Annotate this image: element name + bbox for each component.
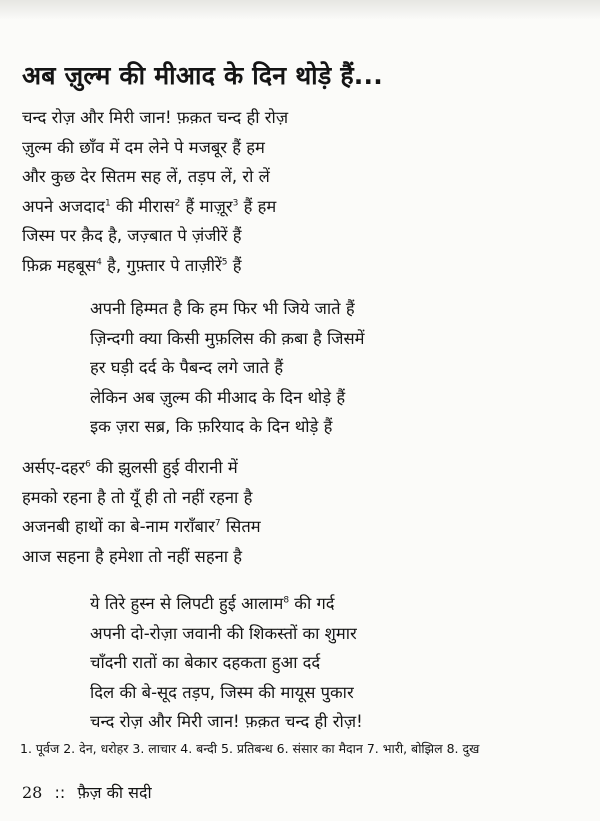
line-text: चाँदनी रातों का बेकार दहकता हुआ दर्द: [90, 653, 321, 672]
stanza-1: [22, 103, 288, 280]
poem-line: [22, 133, 288, 163]
line-text: हैं हम: [238, 196, 277, 216]
line-text: की मीरास: [110, 196, 175, 216]
line-text: है, गुफ़्तार पे ताज़ीरें: [101, 255, 222, 275]
stanza-4: [90, 589, 363, 737]
poem-line: [22, 512, 261, 542]
line-text: की गर्द: [289, 594, 335, 613]
poem-line: [22, 192, 288, 222]
poem-line: [90, 383, 365, 413]
line-text: फ़िक्र महबूस: [22, 255, 97, 275]
line-text: इक ज़रा सब्र, कि फ़रियाद के दिन थोड़े हैं: [90, 417, 333, 436]
stanza-2: [90, 294, 365, 442]
poem-line: [22, 483, 261, 513]
footnote-marker: 4: [96, 257, 102, 267]
line-text: हैं माज़ूर: [180, 196, 233, 216]
line-text: हर घड़ी दर्द के पैबन्द लगे जाते हैं: [90, 358, 284, 377]
footnote-marker: 2: [174, 198, 181, 208]
line-text: ये तिरे हुस्न से लिपटी हुई आलाम: [90, 594, 284, 613]
footnote-marker: 5: [221, 257, 228, 267]
poem-line: [22, 221, 288, 251]
page-footer: [22, 781, 152, 803]
line-text: हमको रहना है तो यूँ ही तो नहीं रहना है: [22, 487, 253, 507]
line-text: ज़िन्दगी क्या किसी मुफ़लिस की क़बा है जिसमें: [90, 328, 365, 348]
book-title: फ़ैज़ की सदी: [77, 783, 152, 802]
footnote-marker: 8: [283, 595, 290, 606]
line-text: लेकिन अब ज़ुल्म की मीआद के दिन थोड़े हैं: [90, 387, 346, 407]
line-text: चन्द रोज़ और मिरी जान! फ़क़त चन्द ही रोज़: [22, 108, 289, 127]
poem-line: [90, 324, 365, 354]
poem-line: [22, 453, 261, 483]
footnotes: 1. पूर्वज 2. देन, धरोहर 3. लाचार 4. बन्दी 5. प्रतिबन्ध 6. संसार का मैदान 7. भारी, बोझिल 8. दुख: [20, 741, 480, 756]
stanza-3: [22, 453, 261, 571]
line-text: ज़ुल्म की छाँव में दम लेने पे मजबूर हैं हम: [22, 137, 265, 157]
poem-line: [22, 103, 288, 133]
footnote-marker: 3: [232, 198, 239, 208]
line-text: हैं: [227, 255, 242, 275]
poem-line: [22, 542, 261, 572]
line-text: अपने अजदाद: [22, 196, 106, 216]
line-text: दिल की बे-सूद तड़प, जिस्म की मायूस पुकार: [90, 682, 354, 702]
poem-line: [90, 648, 363, 678]
line-text: सितम: [220, 517, 261, 536]
footnote-marker: 7: [214, 518, 221, 529]
line-text: चन्द रोज़ और मिरी जान! फ़क़त चन्द ही रोज़!: [90, 712, 363, 731]
line-text: जिस्म पर क़ैद है, जज़्बात पे ज़ंजीरें हैं: [22, 226, 242, 245]
poem-title: अब ज़ुल्म की मीआद के दिन थोड़े हैं...: [22, 61, 383, 90]
poem-line: [90, 353, 365, 383]
footer-separator: ::: [54, 783, 66, 802]
poem-line: [22, 251, 288, 281]
footnote-marker: 6: [85, 459, 91, 470]
scan-edge-shadow: [0, 0, 600, 20]
line-text: आज सहना है हमेशा तो नहीं सहना है: [22, 546, 243, 566]
page-number: 28: [22, 783, 43, 802]
line-text: अपनी हिम्मत है कि हम फिर भी जिये जाते हैं: [90, 299, 355, 318]
poem-line: [22, 162, 288, 192]
line-text: की झुलसी हुई वीरानी में: [90, 458, 238, 477]
line-text: और कुछ देर सितम सह लें, तड़प लें, रो लें: [22, 167, 270, 186]
poem-line: [90, 294, 365, 324]
poem-line: [90, 678, 363, 708]
poem-line: [90, 619, 363, 649]
poem-line: [90, 707, 363, 737]
line-text: अपनी दो-रोज़ा जवानी की शिकस्तों का शुमार: [90, 623, 357, 643]
line-text: अर्सए-दहर: [22, 458, 86, 477]
footnote-marker: 1: [105, 198, 111, 208]
poem-line: [90, 412, 365, 442]
line-text: अजनबी हाथों का बे-नाम गराँबार: [22, 517, 215, 536]
poem-line: [90, 589, 363, 619]
